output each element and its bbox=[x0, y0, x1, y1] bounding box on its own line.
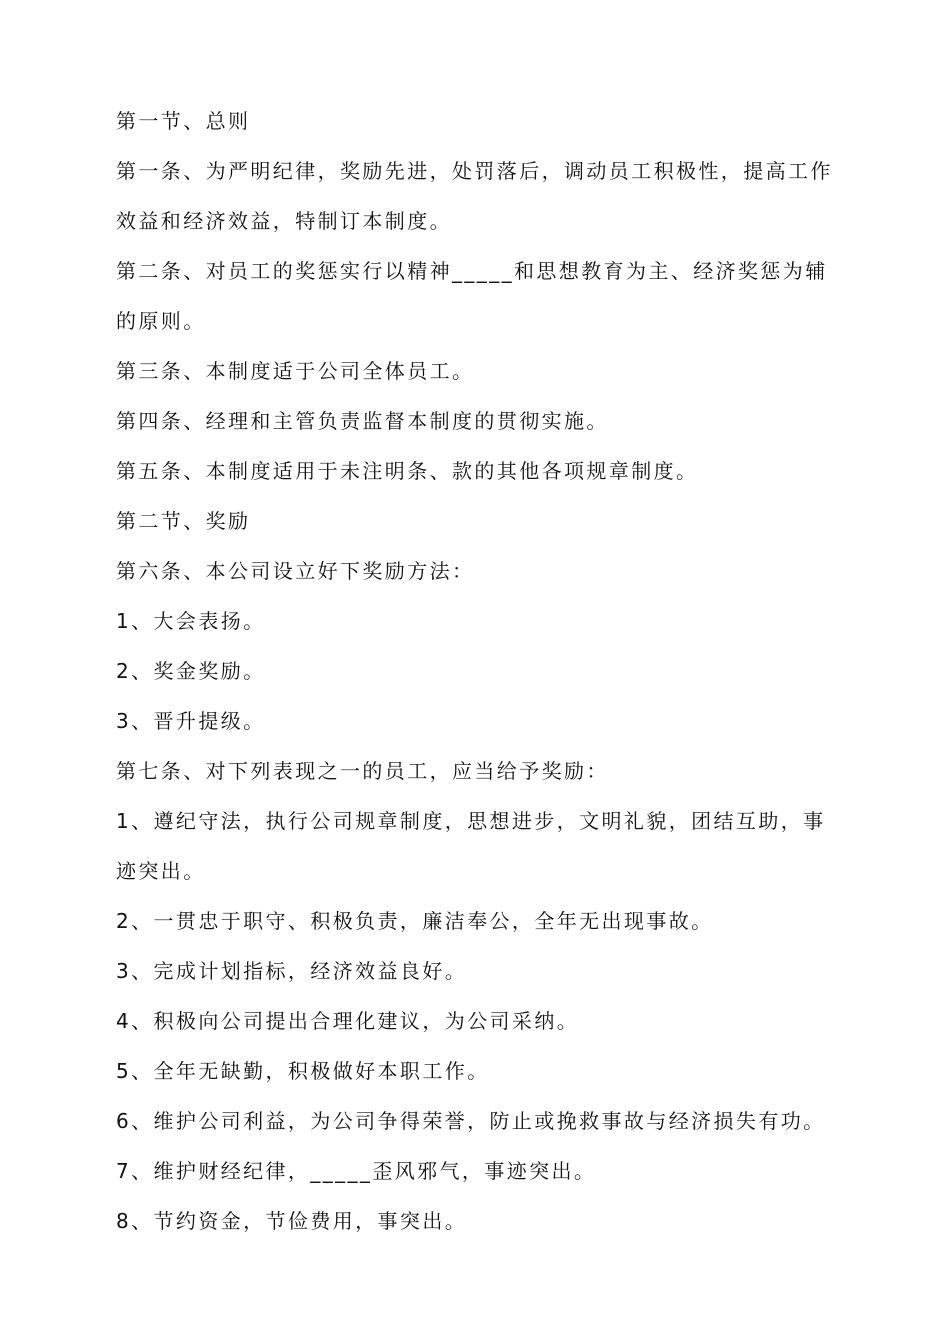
reward-criteria-item: 4、积极向公司提出合理化建议，为公司采纳。 bbox=[116, 1009, 580, 1033]
section-heading-general: 第一节、总则 bbox=[116, 109, 251, 133]
article-3: 第三条、本制度适于公司全体员工。 bbox=[116, 359, 475, 383]
reward-criteria-item: 8、节约资金，节俭费用，事突出。 bbox=[116, 1209, 468, 1233]
article-4: 第四条、经理和主管负责监督本制度的贯彻实施。 bbox=[116, 409, 609, 433]
reward-method-item: 3、晋升提级。 bbox=[116, 709, 266, 733]
article-2-line-1: 第二条、对员工的奖惩实行以精神_____和思想教育为主、经济奖惩为辅 bbox=[116, 259, 828, 283]
reward-method-item: 2、奖金奖励。 bbox=[116, 659, 266, 683]
document-page bbox=[116, 96, 838, 1246]
article-6: 第六条、本公司设立好下奖励方法： bbox=[116, 559, 475, 583]
reward-criteria-item: 2、一贯忠于职守、积极负责，廉洁奉公，全年无出现事故。 bbox=[116, 909, 714, 933]
article-7: 第七条、对下列表现之一的员工，应当给予奖励： bbox=[116, 759, 609, 783]
article-1-line-2: 效益和经济效益，特制订本制度。 bbox=[116, 209, 452, 233]
reward-criteria-item: 5、全年无缺勤，积极做好本职工作。 bbox=[116, 1059, 490, 1083]
reward-criteria-item: 1、遵纪守法，执行公司规章制度，思想进步，文明礼貌，团结互助，事 bbox=[116, 809, 826, 833]
article-2-line-2: 的原则。 bbox=[116, 309, 206, 333]
reward-criteria-item: 3、完成计划指标，经济效益良好。 bbox=[116, 959, 468, 983]
reward-criteria-item-continued: 迹突出。 bbox=[116, 859, 206, 883]
section-heading-rewards: 第二节、奖励 bbox=[116, 509, 251, 533]
article-1-line-1: 第一条、为严明纪律，奖励先进，处罚落后，调动员工积极性，提高工作 bbox=[116, 159, 833, 183]
article-5: 第五条、本制度适用于未注明条、款的其他各项规章制度。 bbox=[116, 459, 699, 483]
reward-criteria-item: 6、维护公司利益，为公司争得荣誉，防止或挽救事故与经济损失有功。 bbox=[116, 1109, 826, 1133]
reward-criteria-item: 7、维护财经纪律，_____歪风邪气，事迹突出。 bbox=[116, 1159, 597, 1183]
reward-method-item: 1、大会表扬。 bbox=[116, 609, 266, 633]
